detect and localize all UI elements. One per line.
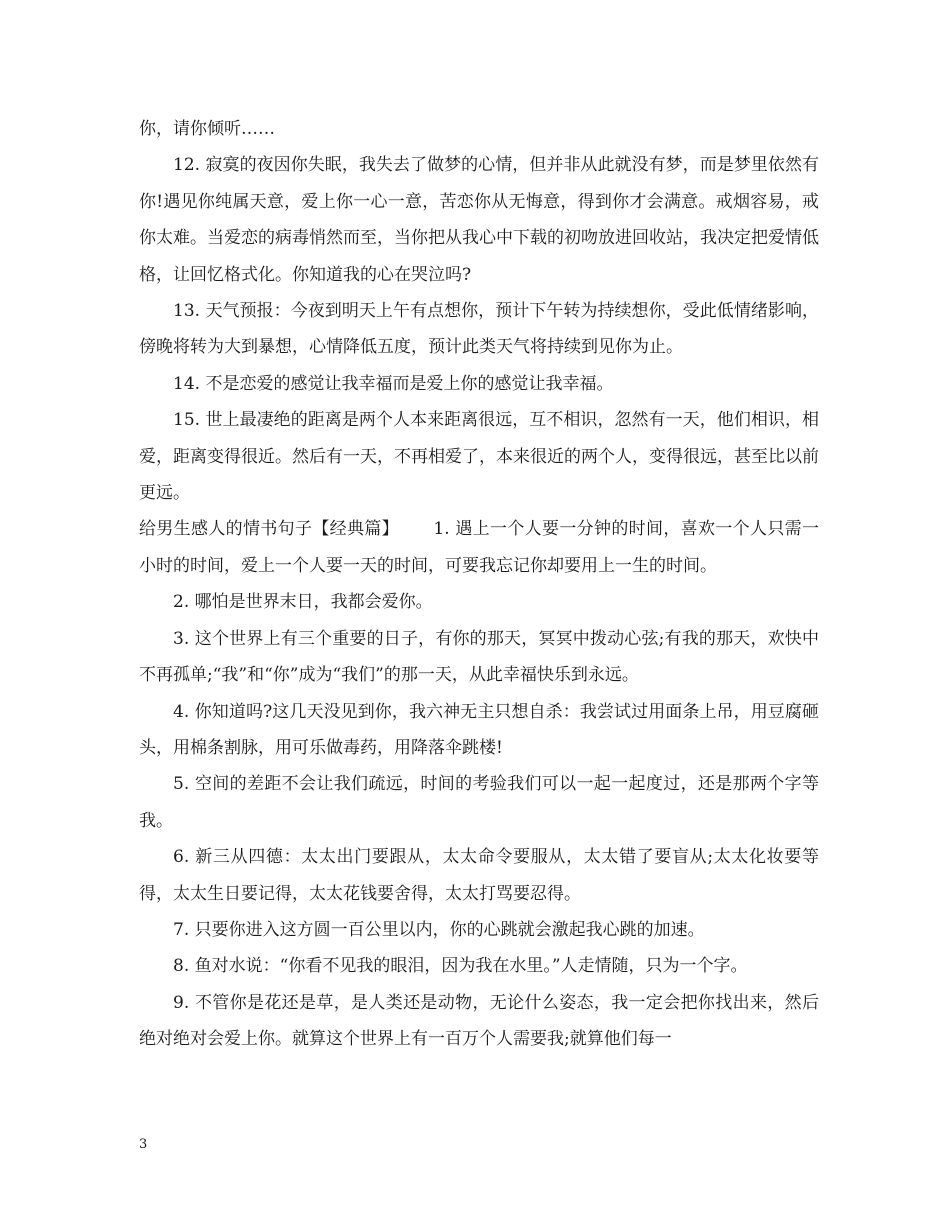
paragraph-item-4: 4. 你知道吗?这几天没见到你，我六神无主只想自杀：我尝试过用面条上吊，用豆腐砸头，用棉条割脉，用可乐做毒药，用降落伞跳楼! — [139, 701, 819, 758]
paragraph-item-3: 3. 这个世界上有三个重要的日子，有你的那天，冥冥中拨动心弦;有我的那天，欢快中不再孤单;“我”和“你”成为“我们”的那一天，从此幸福快乐到永远。 — [139, 628, 819, 686]
paragraph-item-14: 14. 不是恋爱的感觉让我幸福而是爱上你的感觉让我幸福。 — [173, 373, 614, 394]
paragraph-item-6: 6. 新三从四德：太太出门要跟从，太太命令要服从，太太错了要盲从;太太化妆要等得，太太生日要记得，太太花钱要舍得，太太打骂要忍得。 — [139, 847, 819, 904]
page-number: 3 — [139, 1137, 148, 1152]
paragraph-item-12: 12. 寂寞的夜因你失眠，我失去了做梦的心情，但并非从此就没有梦，而是梦里依然有你!遇见你纯属天意，爱上你一心一意，苦恋你从无悔意，得到你才会满意。戒烟容易，戒你太难。当爱恋的病毒悄然而至，当你把从我心中下载的初吻放进回收站，我决定把爱情低格，让回忆格式化。你知道我的心在哭泣吗? — [139, 155, 819, 285]
paragraph-item-9: 9. 不管你是花还是草，是人类还是动物，无论什么姿态，我一定会把你找出来，然后绝对绝对会爱上你。就算这个世界上有一百万个人需要我;就算他们每一 — [139, 992, 819, 1050]
paragraph-item-15: 15. 世上最凄绝的距离是两个人本来距离很远，互不相识，忽然有一天，他们相识，相爱，距离变得很近。然后有一天，不再相爱了，本来很近的两个人，变得很远，甚至比以前更远。 — [139, 410, 819, 504]
paragraph-continuation: 你，请你倾听…… — [139, 119, 275, 139]
section-heading-classic: 给男生感人的情书句子【经典篇】 1. 遇上一个人要一分钟的时间，喜欢一个人只需一小时的时间，爱上一个人要一天的时间，可要我忘记你却要用上一生的时间。 — [139, 519, 819, 576]
paragraph-item-8: 8. 鱼对水说：“你看不见我的眼泪，因为我在水里。”人走情随，只为一个字。 — [173, 956, 748, 977]
document-body — [139, 111, 819, 1058]
paragraph-item-13: 13. 天气预报：今夜到明天上午有点想你，预计下午转为持续想你，受此低情绪影响，傍晚将转为大到暴想，心情降低五度，预计此类天气将持续到见你为止。 — [139, 301, 819, 358]
paragraph-item-7: 7. 只要你进入这方圆一百公里以内，你的心跳就会激起我心跳的加速。 — [173, 919, 705, 940]
paragraph-item-5: 5. 空间的差距不会让我们疏远，时间的考验我们可以一起一起度过，还是那两个字等我。 — [139, 774, 819, 831]
paragraph-item-2: 2. 哪怕是世界末日，我都会爱你。 — [173, 592, 433, 613]
